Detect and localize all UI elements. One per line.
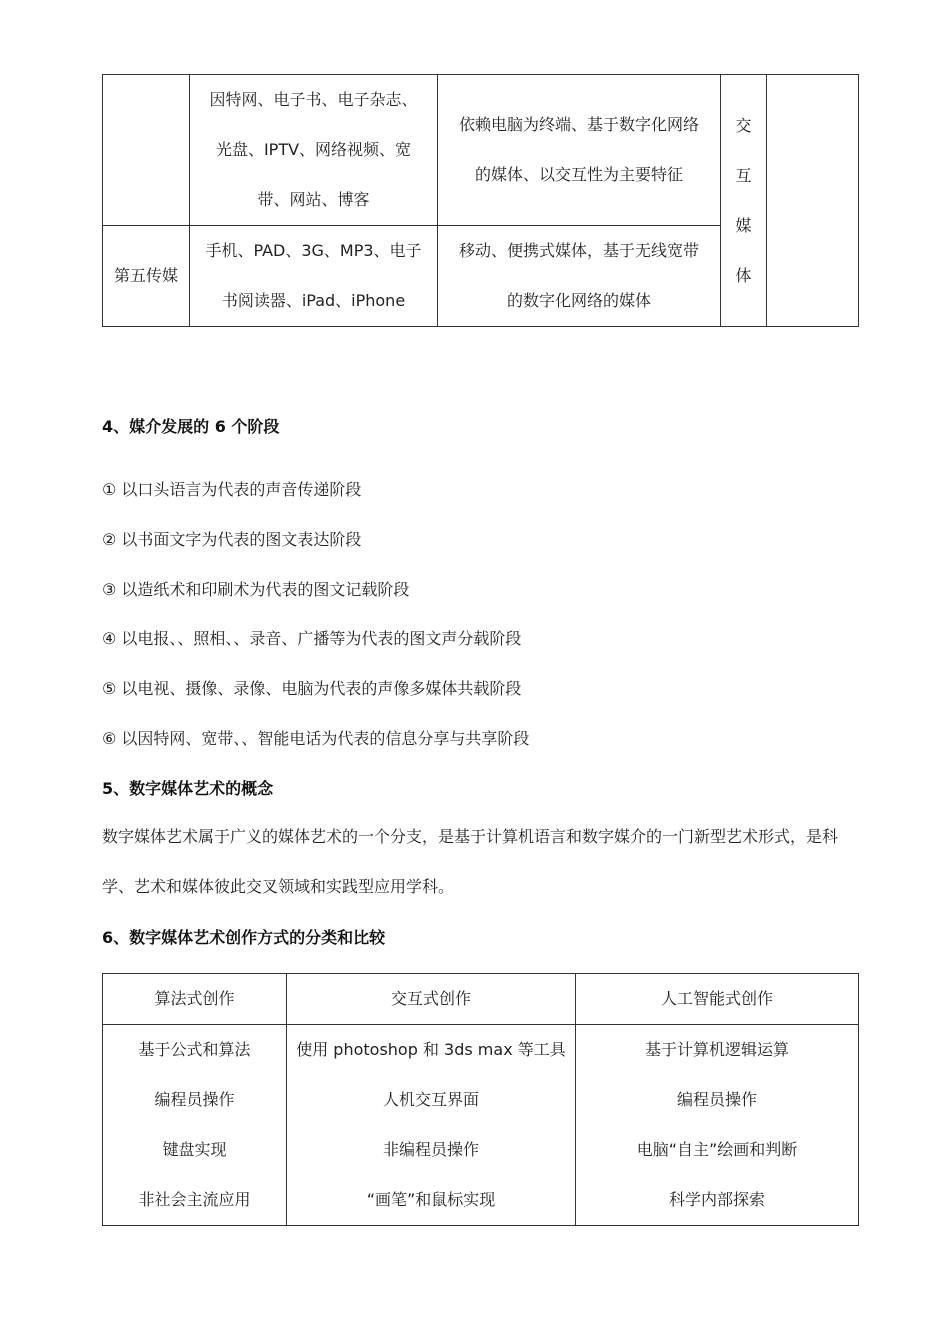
cell-line: 基于公式和算法 [138,1040,251,1059]
media-name-cell [103,75,190,226]
table-header-row [103,974,859,1025]
cell-line: 依赖电脑为终端、基于数字化网络 [458,115,699,134]
table-row [103,75,859,226]
category-char: 体 [735,265,752,285]
category-char: 互 [735,165,752,185]
section-5-paragraph: 数字媒体艺术属于广义的媒体艺术的一个分支，是基于计算机语言和数字媒介的一门新型艺术形式，是科学、艺术和媒体彼此交叉领域和实践型应用学科。 [102,827,839,896]
column-header: 算法式创作 [103,974,287,1025]
cell-line: 的媒体、以交互性为主要特征 [474,165,683,184]
cell-line: “画笔”和鼠标实现 [366,1190,496,1209]
algorithmic-creation-cell [103,1025,287,1226]
stage-item: ⑤ 以电视、摄像、录像、电脑为代表的声像多媒体共载阶段 [102,679,522,698]
media-examples-cell [190,226,438,327]
interactive-creation-cell [287,1025,576,1226]
section-6-heading: 6、数字媒体艺术创作方式的分类和比较 [102,928,386,947]
cell-line: 电脑“自主”绘画和判断 [636,1140,798,1159]
cell-line: 因特网、电子书、电子杂志、 [209,90,418,109]
cell-line: 带、网站、博客 [257,190,370,209]
cell-line: 手机、PAD、3G、MP3、电子 [205,241,422,260]
media-types-table [102,74,859,327]
cell-line: 编程员操作 [676,1090,757,1109]
media-empty-cell [767,75,859,327]
cell-line: 书阅读器、iPad、iPhone [221,291,406,310]
cell-line: 使用 photoshop 和 3ds max 等工具 [296,1040,566,1059]
section-5-heading: 5、数字媒体艺术的概念 [102,779,274,798]
cell-line: 非社会主流应用 [138,1190,251,1209]
category-char: 交 [735,115,752,135]
table-row [103,1025,859,1226]
media-category-cell [721,75,767,327]
stage-item: ② 以书面文字为代表的图文表达阶段 [102,530,362,549]
cell-line: 基于计算机逻辑运算 [644,1040,789,1059]
cell-line: 键盘实现 [162,1140,227,1159]
cell-line: 人机交互界面 [382,1090,479,1109]
cell-line: 的数字化网络的媒体 [506,291,651,310]
cell-line: 非编程员操作 [382,1140,479,1159]
stage-item: ④ 以电报、、照相、、录音、广播等为代表的图文声分载阶段 [102,629,522,648]
cell-line: 科学内部探索 [668,1190,765,1209]
media-name-cell: 第五传媒 [103,226,190,327]
column-header: 交互式创作 [287,974,576,1025]
stage-item: ① 以口头语言为代表的声音传递阶段 [102,480,362,499]
cell-line: 编程员操作 [154,1090,235,1109]
stage-item: ⑥ 以因特网、宽带、、智能电话为代表的信息分享与共享阶段 [102,729,530,748]
section-4-heading: 4、媒介发展的 6 个阶段 [102,417,280,436]
column-header: 人工智能式创作 [576,974,859,1025]
ai-creation-cell [576,1025,859,1226]
cell-line: 移动、便携式媒体，基于无线宽带 [458,241,699,260]
category-char: 媒 [735,215,752,235]
media-features-cell [438,226,721,327]
cell-line: 光盘、IPTV、网络视频、宽 [215,140,412,159]
creation-methods-table [102,973,859,1226]
media-features-cell [438,75,721,226]
stage-item: ③ 以造纸术和印刷术为代表的图文记载阶段 [102,580,410,599]
media-examples-cell [190,75,438,226]
